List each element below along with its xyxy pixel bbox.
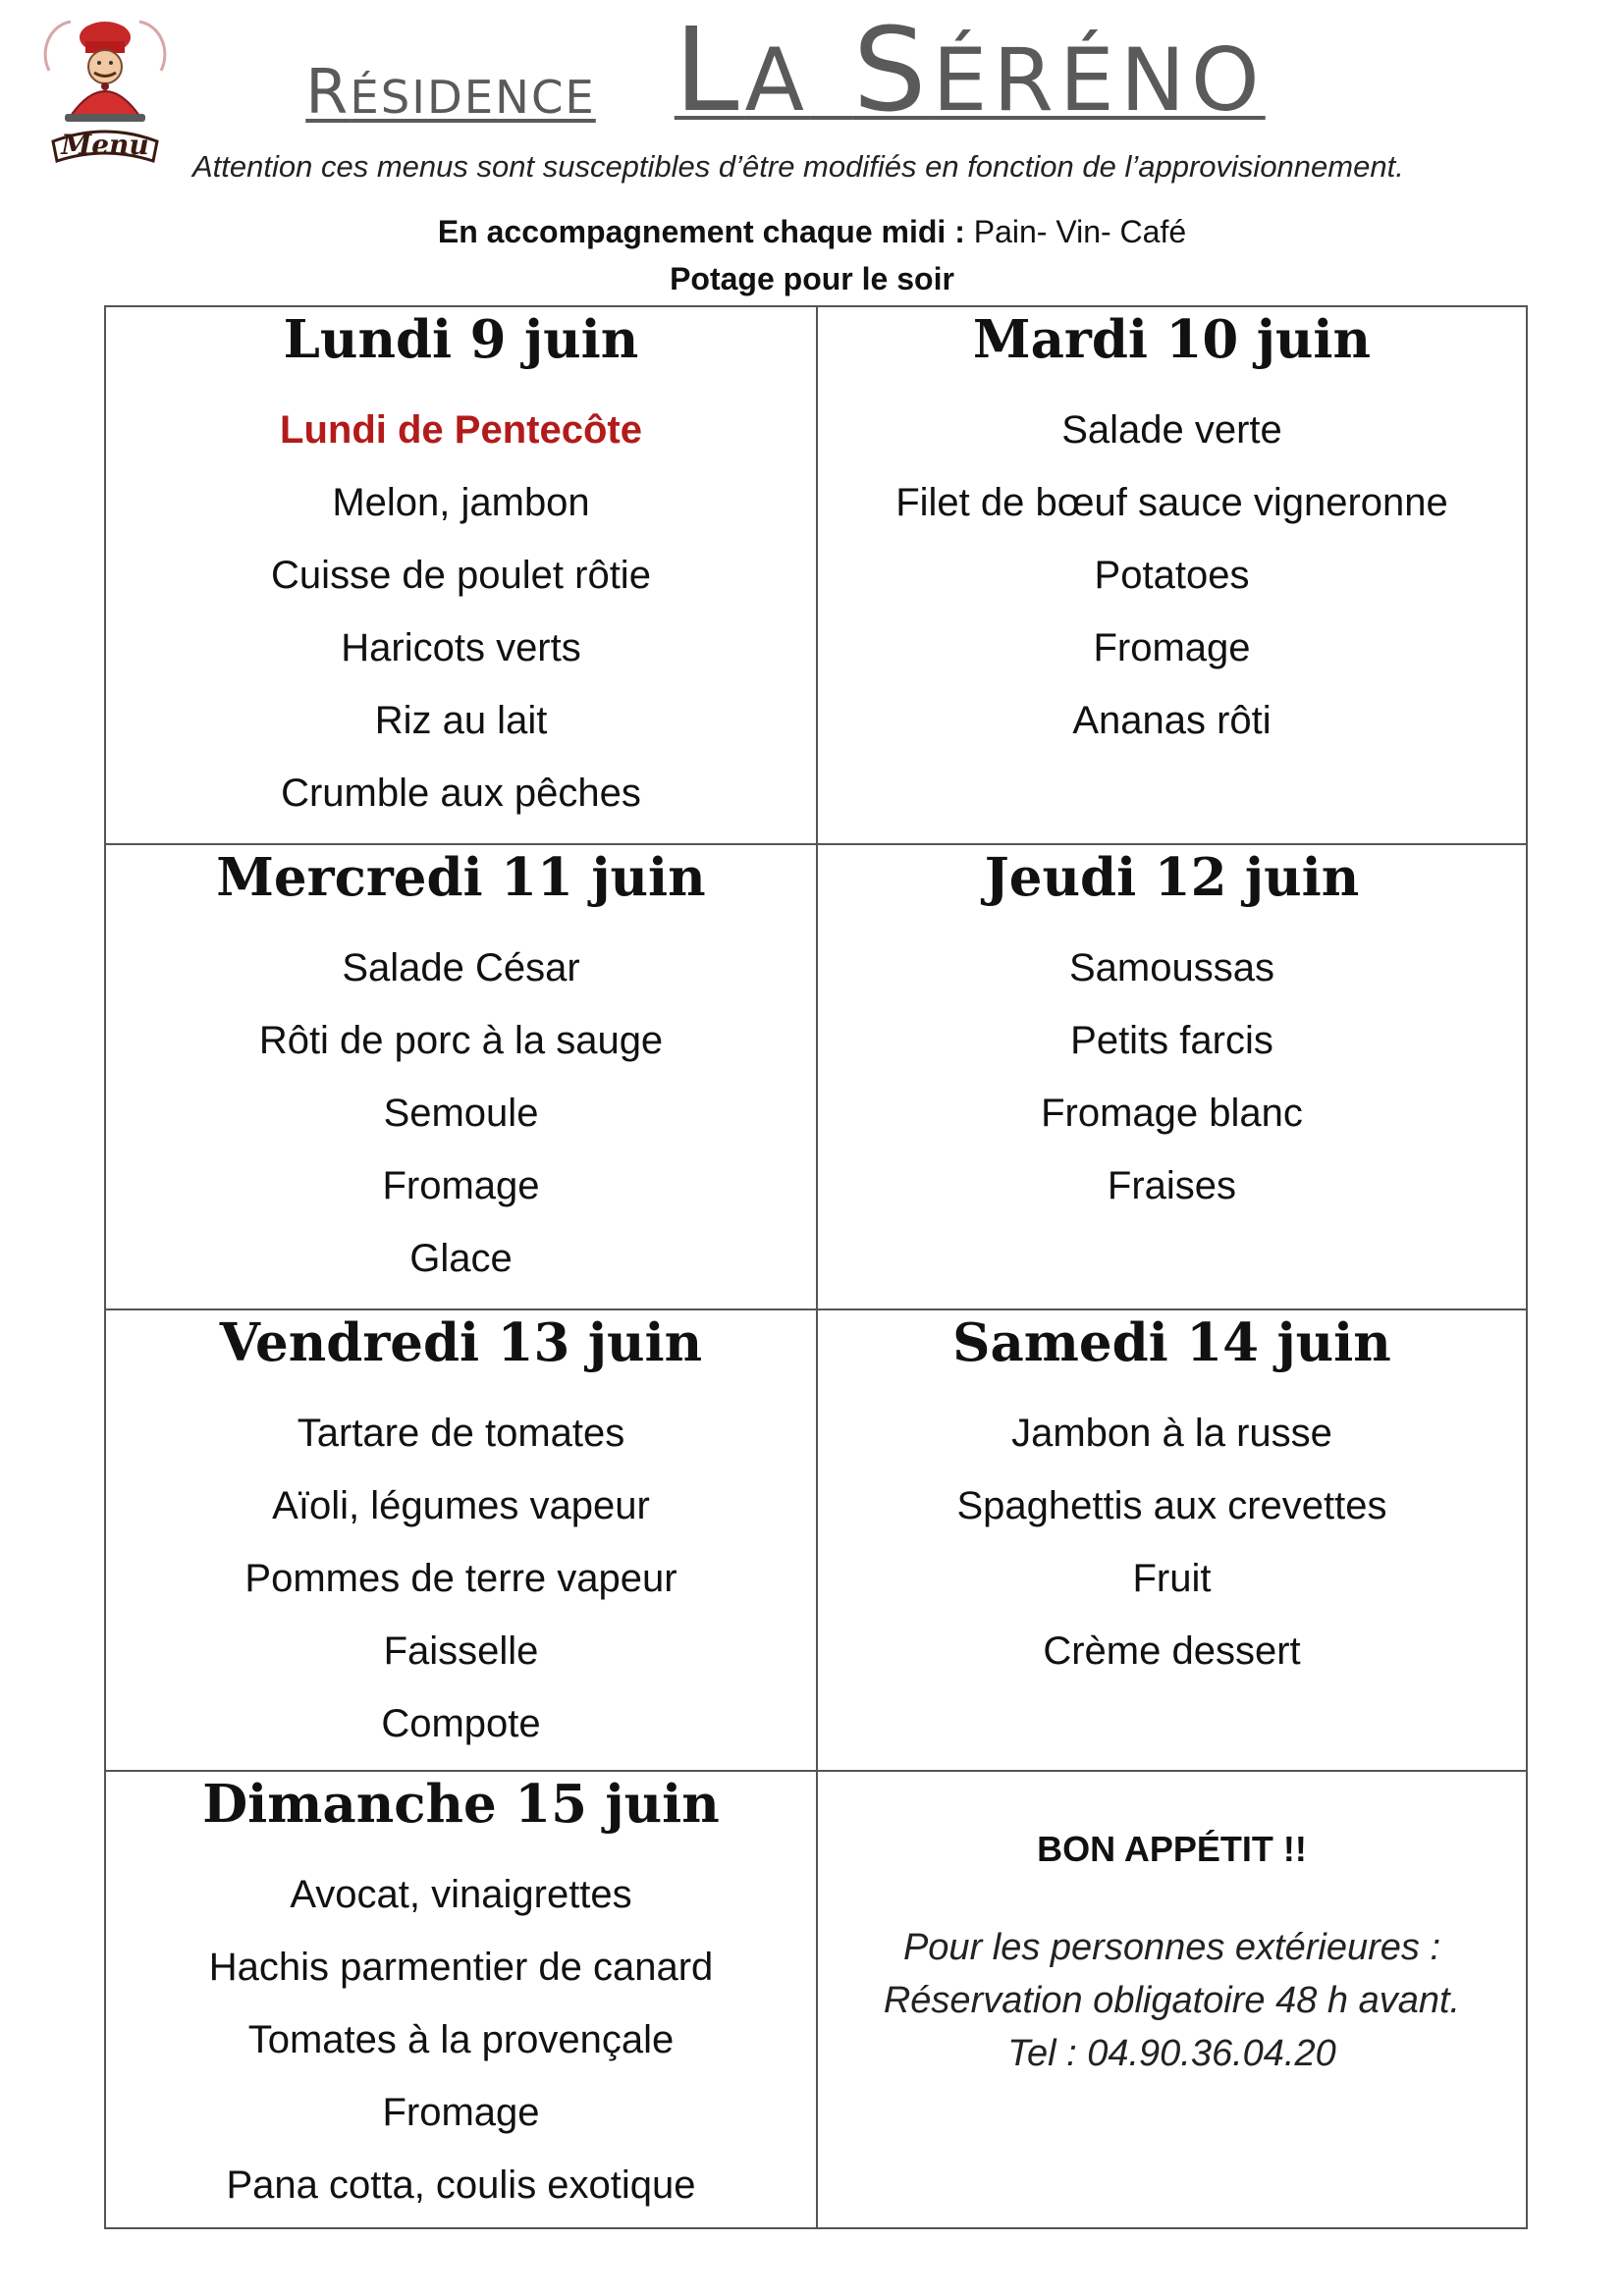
- logo-menu-text: Menu: [61, 129, 149, 161]
- menu-item: Semoule: [383, 1092, 539, 1136]
- accompaniment-value: Pain- Vin- Café: [973, 214, 1187, 249]
- menu-item: Riz au lait: [374, 699, 548, 743]
- supply-notice: Attention ces menus sont susceptibles d’être modifiés en fonction de l’approvisionnement.: [192, 149, 1404, 184]
- menu-item: Tartare de tomates: [297, 1412, 625, 1456]
- menu-item: Hachis parmentier de canard: [208, 1946, 714, 1990]
- menu-item: Haricots verts: [341, 626, 581, 670]
- day-cell-friday: [106, 1310, 818, 1772]
- accompaniment-line: [0, 214, 1624, 250]
- menu-item: Avocat, vinaigrettes: [290, 1873, 632, 1917]
- menu-item: Melon, jambon: [332, 481, 590, 525]
- title-la-sereno: LA SÉRÉNO: [674, 2, 1266, 137]
- menu-item: Pana cotta, coulis exotique: [226, 2163, 696, 2208]
- menu-item: Potatoes: [1094, 554, 1250, 598]
- menu-item: Salade César: [342, 946, 580, 990]
- menu-item: Crumble aux pêches: [281, 772, 641, 816]
- menu-item: Spaghettis aux crevettes: [956, 1484, 1387, 1528]
- menu-item: Pommes de terre vapeur: [244, 1557, 677, 1601]
- day-cell-wednesday: [106, 845, 818, 1310]
- menu-item: Filet de bœuf sauce vigneronne: [895, 481, 1448, 525]
- accompaniment-label: En accompagnement chaque midi :: [437, 214, 965, 249]
- reservation-line-1: Pour les personnes extérieures :: [902, 1927, 1441, 1968]
- menu-items: [818, 932, 1526, 1222]
- bon-appetit-text: BON APPÉTIT !!: [1037, 1829, 1307, 1869]
- menu-item: Fromage blanc: [1041, 1092, 1303, 1136]
- menu-item: Fromage: [382, 1164, 540, 1208]
- menu-item: Fraises: [1107, 1164, 1237, 1208]
- menu-items: [106, 1397, 816, 1760]
- menu-item: Jambon à la russe: [1011, 1412, 1332, 1456]
- menu-item: Salade verte: [1061, 408, 1282, 453]
- chef-icon: [35, 12, 175, 169]
- menu-item: Fromage: [1093, 626, 1251, 670]
- day-title: Mardi 10 juin: [972, 309, 1372, 370]
- menu-item: Rôti de porc à la sauge: [258, 1019, 664, 1063]
- evening-soup-line: Potage pour le soir: [670, 261, 954, 296]
- reservation-line-2: Réservation obligatoire 48 h avant.: [883, 1980, 1461, 2021]
- menu-item: Tomates à la provençale: [247, 2018, 675, 2062]
- menu-items: [818, 394, 1526, 757]
- day-title: Vendredi 13 juin: [219, 1312, 703, 1373]
- day-cell-saturday: [818, 1310, 1526, 1772]
- menu-item: Cuisse de poulet rôtie: [271, 554, 651, 598]
- day-cell-monday: [106, 307, 818, 845]
- menu-item: Aïoli, légumes vapeur: [272, 1484, 650, 1528]
- info-cell: [818, 1772, 1526, 2227]
- menu-item: Ananas rôti: [1072, 699, 1272, 743]
- menu-items: [818, 1397, 1526, 1687]
- menu-item: Samoussas: [1069, 946, 1274, 990]
- day-title: Jeudi 12 juin: [984, 847, 1360, 908]
- day-cell-sunday: [106, 1772, 818, 2227]
- day-title: Mercredi 11 juin: [216, 847, 706, 908]
- menu-item: Faisselle: [383, 1629, 539, 1674]
- menu-item: Compote: [381, 1702, 541, 1746]
- weekly-menu-grid: [104, 305, 1528, 2229]
- menu-item: Fromage: [382, 2091, 540, 2135]
- holiday-label: Lundi de Pentecôte: [280, 408, 642, 453]
- menu-items: [106, 1858, 816, 2221]
- menu-item: Fruit: [1132, 1557, 1212, 1601]
- menu-items: [106, 394, 816, 829]
- day-title: Lundi 9 juin: [283, 309, 639, 370]
- phone-number: Tel : 04.90.36.04.20: [1007, 2033, 1336, 2074]
- day-cell-thursday: [818, 845, 1526, 1310]
- residence-title: [295, 2, 1276, 137]
- day-title: Dimanche 15 juin: [202, 1774, 720, 1835]
- day-cell-tuesday: [818, 307, 1526, 845]
- title-residence: RÉSIDENCE: [305, 56, 596, 128]
- chef-menu-logo: [35, 12, 175, 169]
- menu-items: [106, 932, 816, 1295]
- day-title: Samedi 14 juin: [952, 1312, 1391, 1373]
- menu-item: Glace: [409, 1237, 513, 1281]
- menu-item: Petits farcis: [1070, 1019, 1273, 1063]
- menu-item: Crème dessert: [1043, 1629, 1301, 1674]
